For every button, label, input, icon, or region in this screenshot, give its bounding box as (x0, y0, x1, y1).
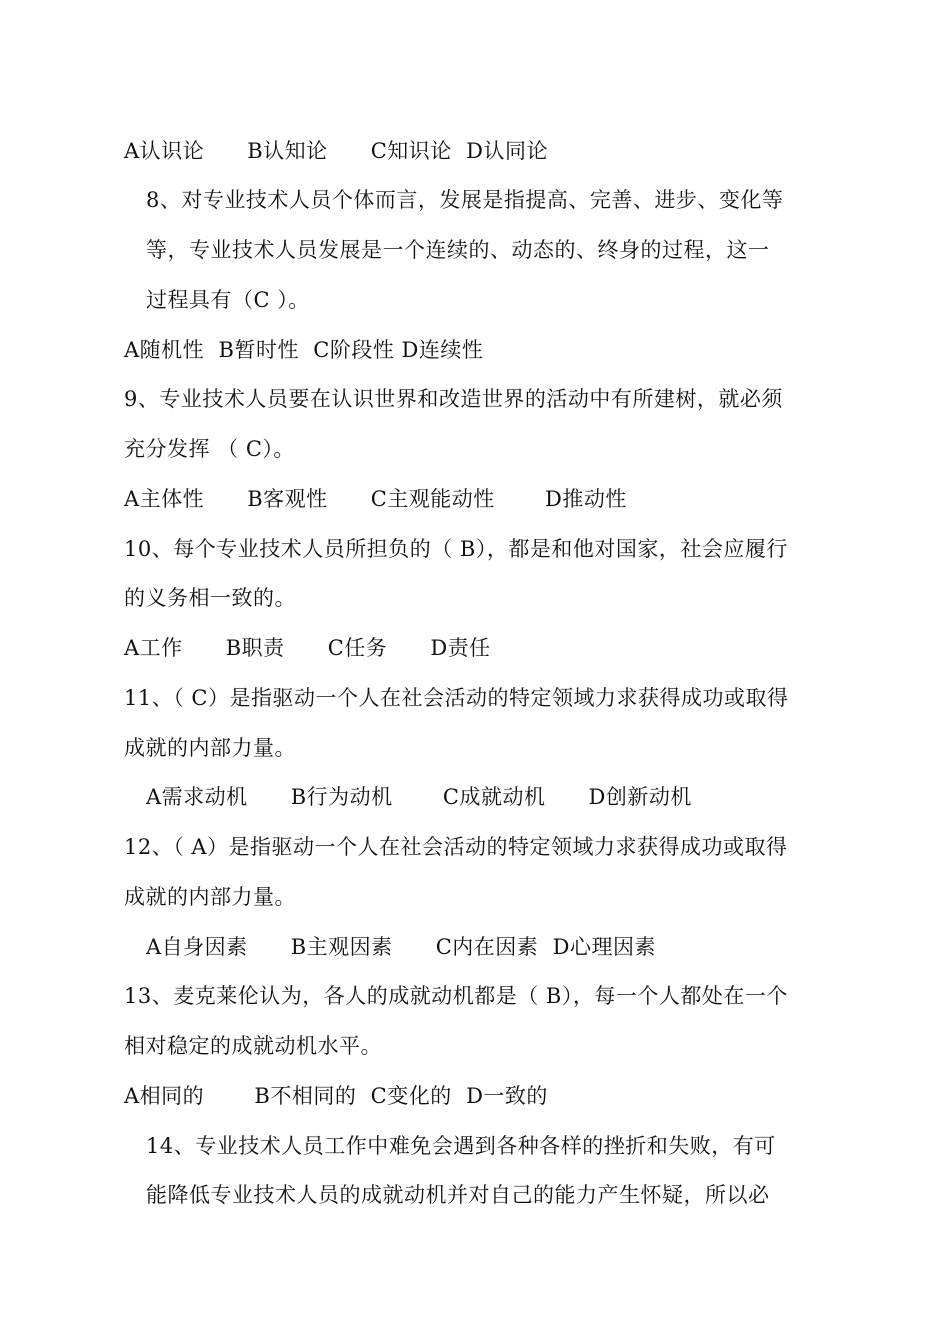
options-q12: A自身因素 B主观因素 C内在因素 D心理因素 (146, 935, 656, 959)
question-10-line-2: 的义务相一致的。 (124, 586, 296, 610)
question-8-line-3: 过程具有（C ）。 (146, 288, 310, 312)
question-14-line-1: 14、专业技术人员工作中难免会遇到各种各样的挫折和失败，有可 (146, 1134, 776, 1158)
question-12-line-2: 成就的内部力量。 (124, 885, 296, 909)
options-q7: A认识论 B认知论 C知识论 D认同论 (124, 139, 548, 163)
question-12-line-1: 12、（ A）是指驱动一个人在社会活动的特定领域力求获得成功或取得 (124, 835, 788, 859)
options-q10: A工作 B职责 C任务 D责任 (124, 636, 491, 660)
question-10-line-1: 10、每个专业技术人员所担负的（ B），都是和他对国家，社会应履行 (124, 537, 788, 561)
options-q9: A主体性 B客观性 C主观能动性 D推动性 (124, 487, 627, 511)
question-11-line-2: 成就的内部力量。 (124, 736, 296, 760)
options-q13: A相同的 B不相同的 C变化的 D一致的 (124, 1084, 548, 1108)
question-9-line-2: 充分发挥 （ C）。 (124, 437, 295, 461)
question-14-line-2: 能降低专业技术人员的成就动机并对自己的能力产生怀疑，所以必 (146, 1183, 770, 1207)
options-q11: A需求动机 B行为动机 C成就动机 D创新动机 (146, 785, 692, 809)
question-11-line-1: 11、（ C）是指驱动一个人在社会活动的特定领域力求获得成功或取得 (124, 686, 789, 710)
question-8-line-2: 等，专业技术人员发展是一个连续的、动态的、终身的过程，这一 (146, 238, 770, 262)
options-q8: A随机性 B暂时性 C阶段性 D连续性 (124, 338, 484, 362)
question-8-line-1: 8、对专业技术人员个体而言，发展是指提高、完善、进步、变化等 (146, 188, 784, 212)
question-13-line-1: 13、麦克莱伦认为，各人的成就动机都是（ B），每一个人都处在一个 (124, 984, 788, 1008)
question-13-line-2: 相对稳定的成就动机水平。 (124, 1034, 382, 1058)
question-9-line-1: 9、专业技术人员要在认识世界和改造世界的活动中有所建树，就必须 (124, 387, 783, 411)
